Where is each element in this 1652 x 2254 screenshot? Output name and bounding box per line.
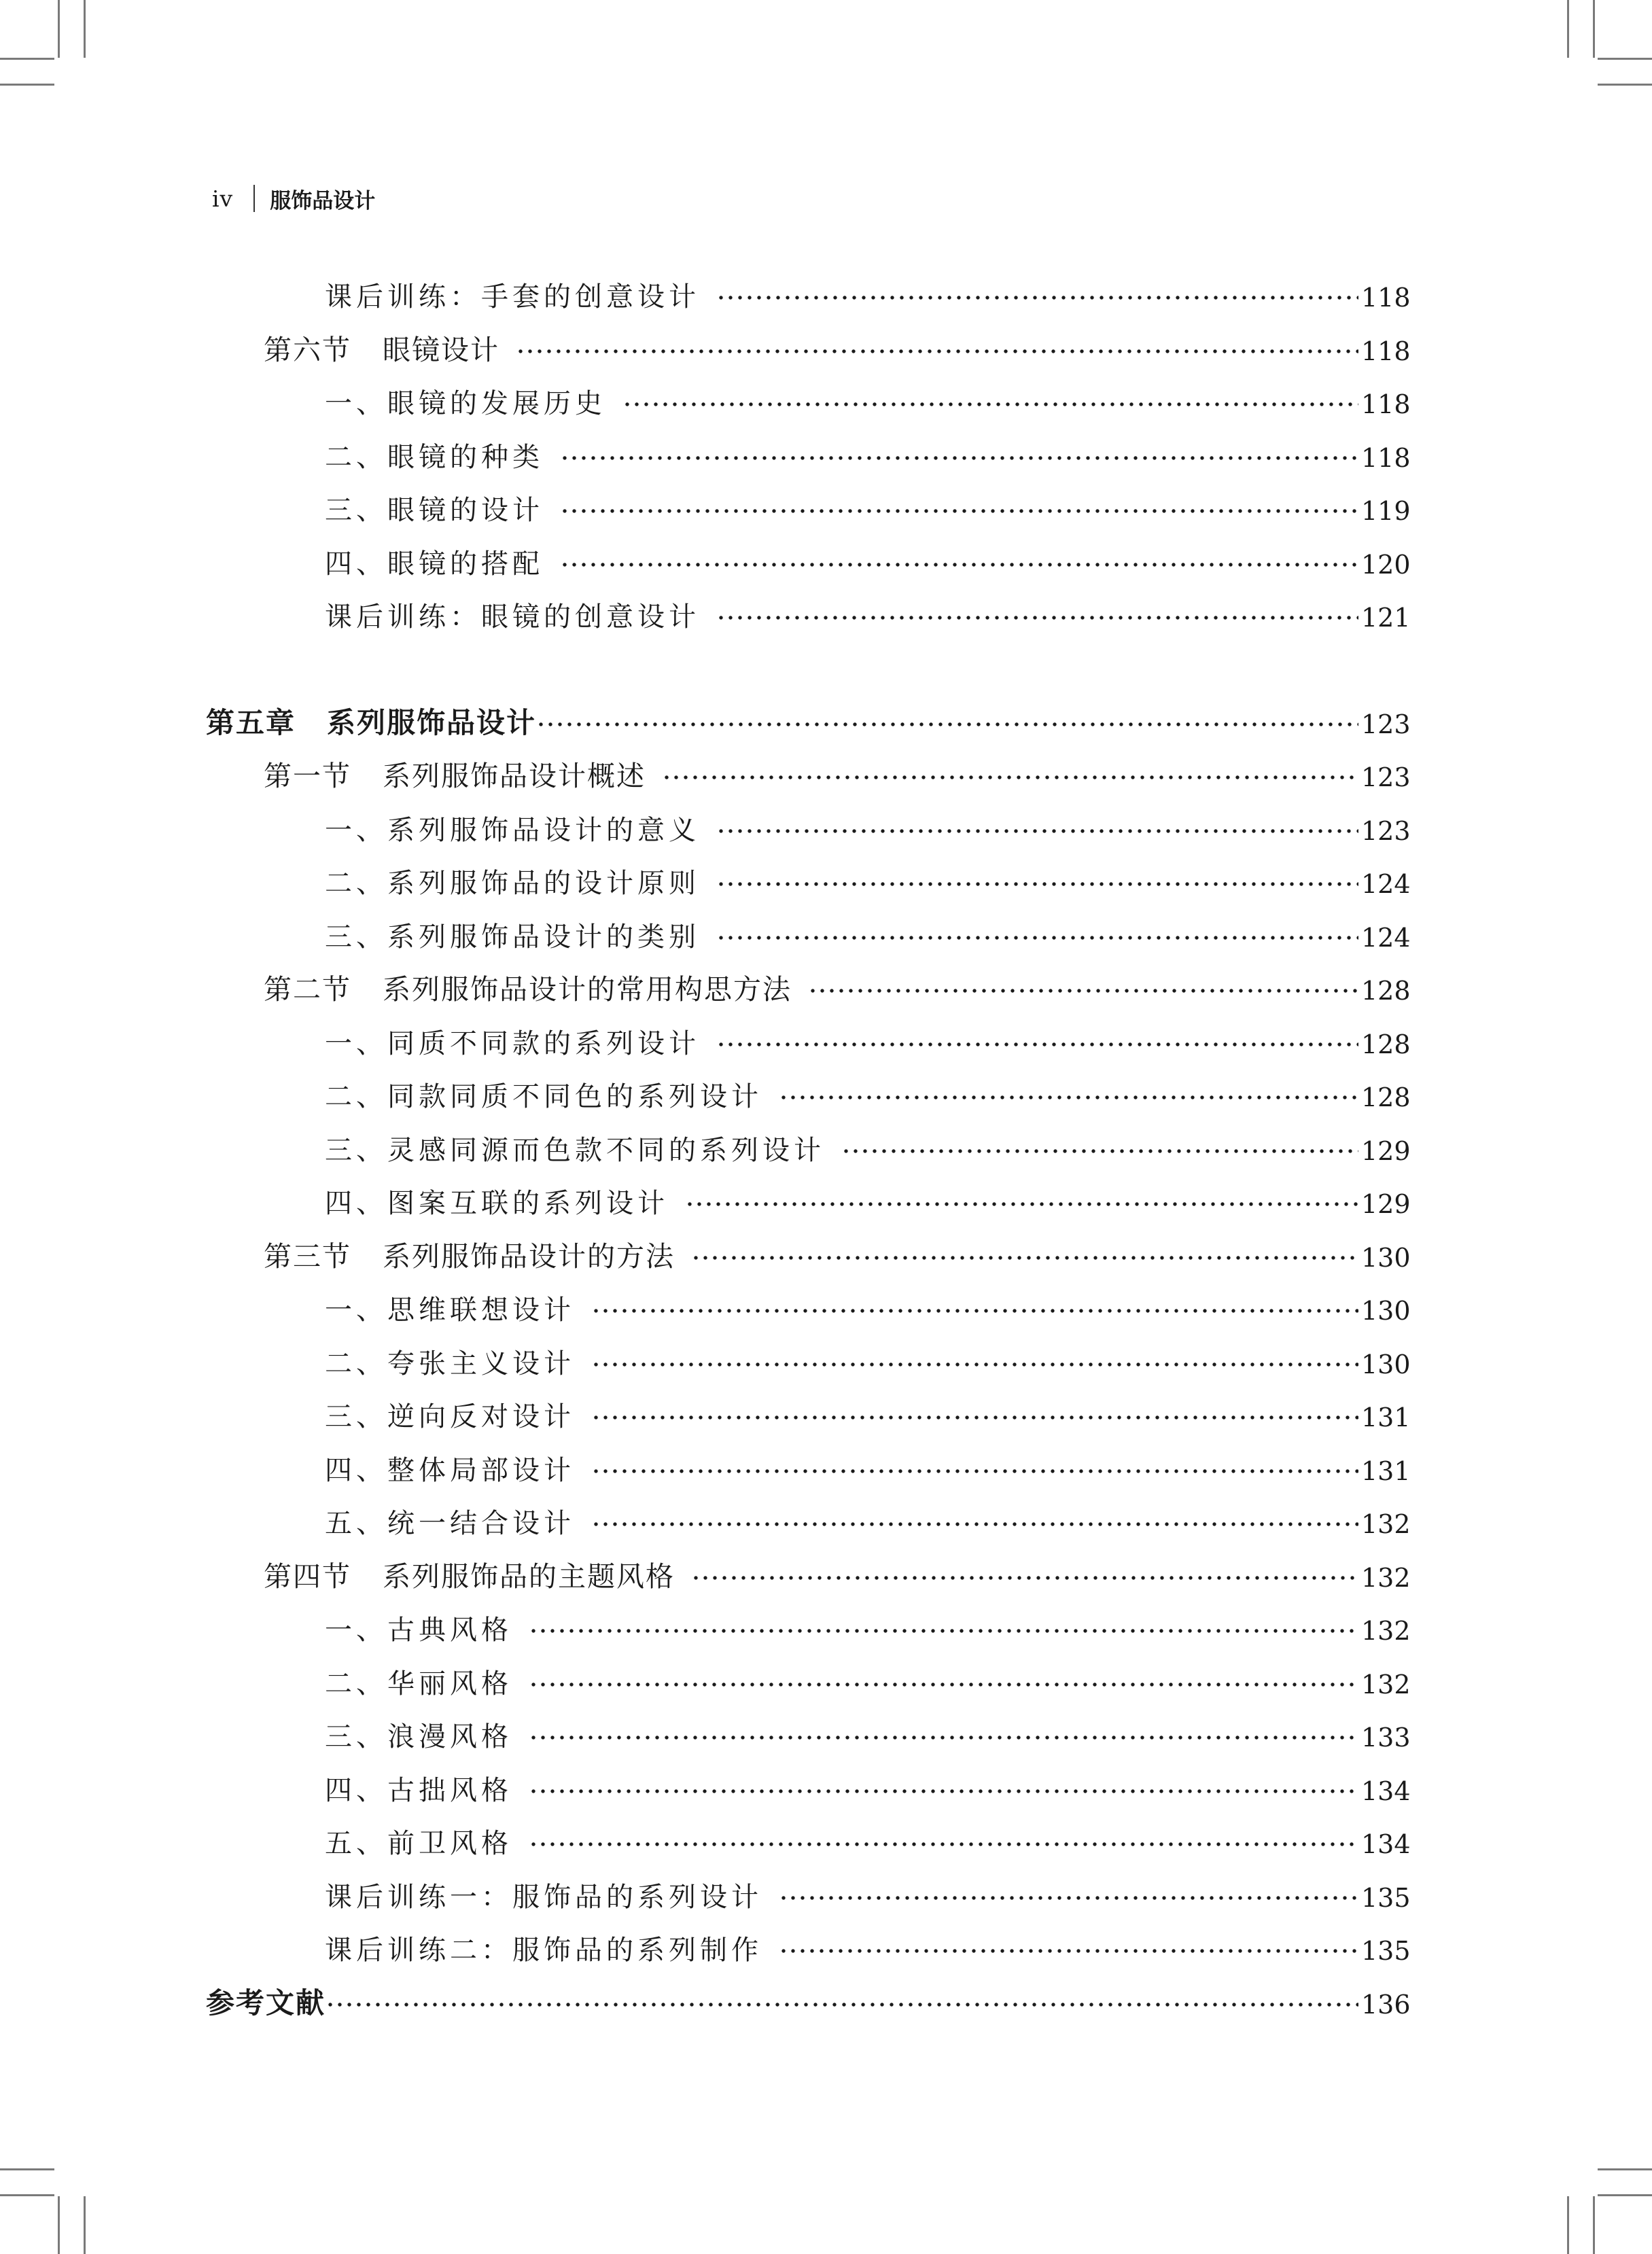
dot-leader [529,1731,1358,1744]
dot-leader [622,398,1358,410]
toc-entry-label [325,603,700,631]
toc-page-number: 129 [1361,1135,1411,1166]
dot-leader [529,1785,1358,1797]
toc-page-number: 124 [1361,869,1411,899]
toc-entry-title: 五、统一结合设计 [325,1508,575,1539]
dot-leader [685,1198,1358,1210]
dot-leader [591,1465,1358,1477]
dot-leader [591,1411,1358,1424]
toc-entry-title: 系列服饰品设计的方法 [383,1239,675,1273]
toc-page-number: 133 [1361,1723,1411,1753]
toc-entry-title: 三、灵感同源而色款不同的系列设计 [325,1134,825,1166]
toc-entry-title: 课后训练二：服饰品的系列制作 [325,1935,762,1966]
toc-entry-label [325,441,544,473]
toc-entry-number: 第二节 [264,973,351,1006]
toc-entry-title: 系列服饰品设计的常用构思方法 [383,973,792,1006]
toc-entry-title: 四、古拙风格 [325,1774,512,1806]
toc-entry-label [325,1830,512,1857]
toc-entry-item[interactable] [0,1282,1652,1324]
toc-page-number: 118 [1361,283,1411,313]
toc-entry-item[interactable] [0,1122,1652,1164]
toc-entry-label [325,283,700,311]
toc-entry-item[interactable] [0,588,1652,631]
toc-entry-title: 三、逆向反对设计 [325,1401,575,1432]
toc-entry-title: 一、思维联想设计 [325,1295,575,1326]
dot-leader [808,985,1358,997]
toc-entry-label [325,1937,762,1964]
toc-entry-number: 第一节 [264,760,351,792]
toc-entry-label [325,497,544,524]
dot-leader [326,1998,1358,2011]
toc-entry-item[interactable] [0,268,1652,311]
toc-entry-label [206,1986,326,2020]
toc-entry-title: 三、浪漫风格 [325,1721,512,1753]
toc-entry-label [325,1774,512,1806]
toc-entry-title: 课后训练：手套的创意设计 [325,281,700,313]
dot-leader [591,1305,1358,1317]
toc-page-number: 135 [1361,1936,1411,1966]
book-title: 服饰品设计 [270,188,376,213]
toc-page-number: 128 [1361,976,1411,1006]
toc-entry-title: 二、华丽风格 [325,1668,512,1700]
toc-entry-title: 课后训练一：服饰品的系列设计 [325,1881,762,1913]
dot-leader [560,452,1358,464]
toc-page-number: 130 [1361,1296,1411,1326]
toc-page-number: 130 [1361,1242,1411,1273]
toc-entry-label [325,550,544,578]
toc-entry-title: 一、系列服饰品设计的意义 [325,814,700,846]
toc-entry-label [325,1881,762,1913]
dot-leader [716,612,1358,624]
toc-page-number: 134 [1361,1776,1411,1806]
toc-entry-item[interactable] [0,1869,1652,1911]
toc-entry-number: 第六节 [264,333,351,366]
toc-entry-item[interactable] [0,855,1652,897]
toc-entry-section[interactable] [0,1229,1652,1271]
toc-entry-item[interactable] [0,1015,1652,1057]
toc-entry-label [264,1239,675,1273]
dot-leader [716,825,1358,837]
toc-entry-title: 眼镜设计 [383,333,499,366]
toc-entry-chapter[interactable] [0,695,1652,737]
dot-leader [716,292,1358,304]
dot-leader [716,1038,1358,1051]
toc-entry-item[interactable] [0,1442,1652,1484]
toc-entry-item[interactable] [0,1602,1652,1644]
toc-entry-label [206,705,537,739]
toc-page-number: 129 [1361,1189,1411,1219]
dot-leader [560,505,1358,517]
dot-leader [560,559,1358,571]
toc-entry-title: 一、同质不同款的系列设计 [325,1027,700,1059]
toc-entry-label [264,1560,675,1593]
toc-entry-item[interactable] [0,909,1652,951]
dot-leader [779,1892,1358,1904]
dot-leader [691,1572,1358,1584]
toc-entry-section[interactable] [0,748,1652,790]
toc-entry-label [325,1510,575,1537]
toc-entry-item[interactable] [0,1815,1652,1857]
dot-leader [516,345,1358,357]
dot-leader [591,1518,1358,1530]
dot-leader [779,1091,1358,1104]
toc-page-number: 136 [1361,1989,1411,2020]
toc-entry-item[interactable] [0,802,1652,844]
toc-entry-label [325,1297,575,1324]
toc-entry-title: 系列服饰品的主题风格 [383,1560,675,1593]
toc-entry-title: 五、前卫风格 [325,1828,512,1859]
toc-entry-item[interactable] [0,1335,1652,1377]
toc-page-number: 131 [1361,1456,1411,1486]
toc-page-number: 131 [1361,1403,1411,1432]
toc-entry-label [325,390,606,417]
toc-entry-label [264,762,646,790]
toc-entry-label [325,1668,512,1700]
toc-page-number: 135 [1361,1882,1411,1913]
dot-leader [591,1358,1358,1371]
dot-leader [691,1252,1358,1264]
toc-entry-item[interactable] [0,1495,1652,1537]
page-folio: iv [212,185,234,212]
toc-entry-title: 四、眼镜的搭配 [325,548,544,580]
toc-page-number: 119 [1361,496,1411,526]
toc-entry-title: 系列服饰品设计 [327,705,537,739]
toc-entry-label [325,1190,669,1217]
toc-entry-section[interactable] [0,962,1652,1004]
toc-entry-label [325,1134,825,1166]
toc-page-number: 123 [1361,762,1411,792]
dot-leader [662,771,1358,783]
toc-page-number: 132 [1361,1669,1411,1700]
toc-page-number: 128 [1361,1082,1411,1112]
toc-page-number: 128 [1361,1029,1411,1059]
toc-entry-label [264,973,792,1006]
toc-entry-title: 四、整体局部设计 [325,1454,575,1486]
toc-entry-item[interactable] [0,429,1652,471]
dot-leader [529,1678,1358,1691]
toc-entry-item[interactable] [0,375,1652,417]
toc-entry-label [325,1027,700,1059]
toc-entry-label [325,1083,762,1110]
toc-entry-label [325,1721,512,1753]
toc-page-number: 118 [1361,336,1411,366]
toc-entry-label [325,1350,575,1377]
toc-entry-label [325,1617,512,1644]
toc-entry-item[interactable] [0,1175,1652,1217]
toc-page-number: 123 [1361,815,1411,846]
toc-entry-title: 二、夸张主义设计 [325,1348,575,1379]
toc-entry-title: 一、古典风格 [325,1615,512,1646]
toc-page-number: 118 [1361,442,1411,473]
toc-entry-title: 二、眼镜的种类 [325,441,544,473]
toc-page-number: 123 [1361,709,1411,739]
toc-page-number: 120 [1361,549,1411,580]
toc-entry-section[interactable] [0,322,1652,364]
toc-entry-item[interactable] [0,1922,1652,1964]
dot-leader [841,1145,1358,1157]
toc-page-number: 121 [1361,603,1411,633]
dot-leader [529,1625,1358,1637]
toc-page-number: 124 [1361,922,1411,953]
toc-entry-item[interactable] [0,1655,1652,1700]
toc-page-number: 132 [1361,1616,1411,1646]
toc-entry-title: 系列服饰品设计概述 [383,760,646,792]
toc-entry-title: 一、眼镜的发展历史 [325,388,606,419]
toc-entry-number: 第三节 [264,1239,351,1273]
dot-leader [779,1945,1358,1957]
toc-page-number: 130 [1361,1349,1411,1379]
toc-entry-title: 课后训练：眼镜的创意设计 [325,601,700,633]
toc-entry-title: 参考文献 [206,1986,326,2020]
toc-entry-title: 二、系列服饰品的设计原则 [325,868,700,899]
toc-entry-item[interactable] [0,535,1652,578]
toc-entry-section[interactable] [0,1549,1652,1591]
dot-leader [536,718,1358,730]
toc-entry-number: 第五章 [206,705,296,739]
toc-entry-item[interactable] [0,1762,1652,1804]
toc-entry-chapter[interactable] [0,1975,1652,2018]
toc-entry-title: 二、同款同质不同色的系列设计 [325,1081,762,1112]
toc-entry-item[interactable] [0,1068,1652,1110]
toc-entry-label [325,1403,575,1430]
toc-entry-label [325,814,700,846]
toc-entry-label [264,333,499,366]
toc-entry-item[interactable] [0,1708,1652,1753]
toc-page-number: 134 [1361,1829,1411,1859]
toc-page-number: 132 [1361,1562,1411,1593]
toc-page-number: 132 [1361,1509,1411,1539]
toc-entry-title: 三、系列服饰品设计的类别 [325,921,700,953]
toc-entry-title: 三、眼镜的设计 [325,495,544,526]
toc-page-number: 118 [1361,389,1411,419]
dot-leader [529,1838,1358,1850]
toc-entry-label [325,923,700,951]
dot-leader [716,932,1358,944]
toc-entry-title: 四、图案互联的系列设计 [325,1188,669,1219]
toc-entry-label [325,1454,575,1486]
toc-entry-number: 第四节 [264,1560,351,1593]
toc-entry-label [325,870,700,897]
toc-entry-item[interactable] [0,482,1652,524]
toc-entry-item[interactable] [0,1388,1652,1430]
dot-leader [716,878,1358,890]
